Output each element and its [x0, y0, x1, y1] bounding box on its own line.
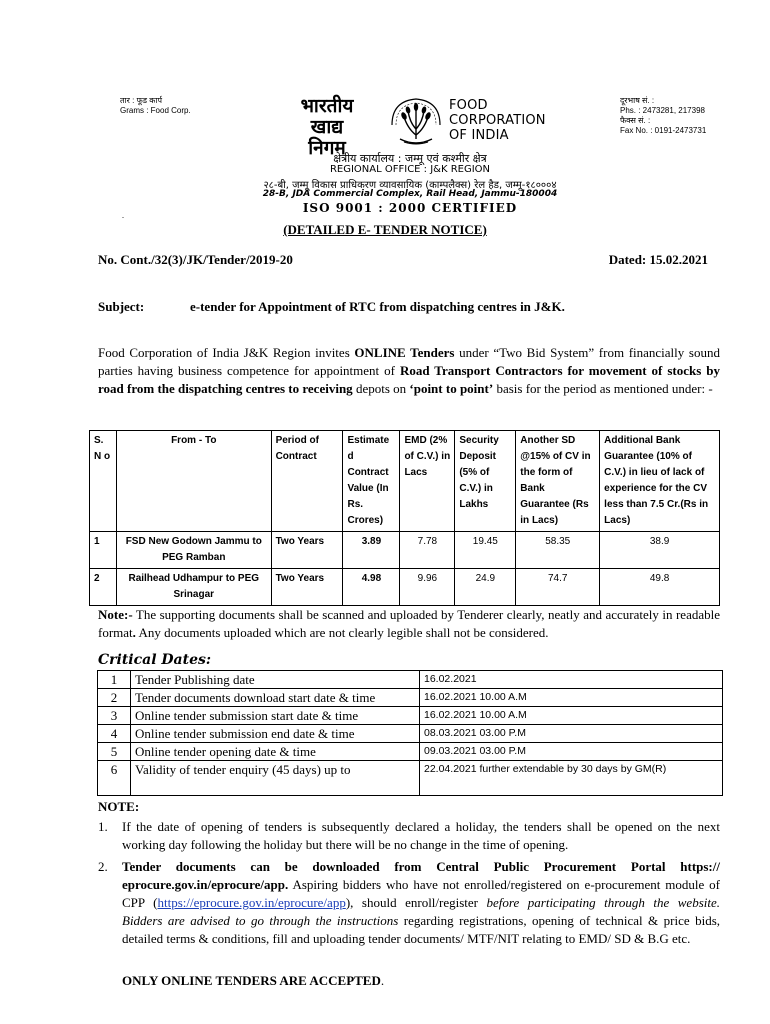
address-english: 28-B, JDA Commercial Complex, Rail Head, Jammu-180004 [262, 189, 558, 199]
header-cell: S. N o [90, 431, 117, 532]
table-cell: 5 [98, 743, 131, 761]
note-text: regarding registrations, opening of technical & price bids, detailed terms & conditions, fill and uploading tender documents/ MTF/NIT relating to EMD/ SD & B.G etc. [122, 913, 721, 946]
note-item-1 [98, 818, 720, 854]
notice-title: (DETAILED E- TENDER NOTICE) [283, 222, 487, 237]
intro-paragraph [98, 344, 720, 398]
table-cell: 74.7 [516, 569, 600, 606]
header-cell: From - To [116, 431, 271, 532]
critical-dates-heading: Critical Dates: [98, 652, 212, 668]
grams-hindi: तार : फूड कार्प [120, 96, 163, 105]
iso-certification: ISO 9001 : 2000 CERTIFIED [302, 201, 518, 215]
para-part: Food Corporation of India J&K Region invites [98, 345, 355, 360]
table-cell: 4 [98, 725, 131, 743]
reference-number: No. Cont./32(3)/JK/Tender/2019-20 [98, 252, 293, 267]
table-cell: Online tender opening date & time [131, 743, 420, 761]
table-cell: 9.96 [400, 569, 455, 606]
table-cell: 3 [98, 707, 131, 725]
table-cell: 08.03.2021 03.00 P.M [420, 725, 723, 743]
critical-dates-table [97, 670, 723, 796]
para-online-tenders: ONLINE Tenders [354, 345, 455, 360]
note-label: Note:- [98, 607, 133, 622]
header-cell: Estimate d Contract Value (In Rs. Crores) [343, 431, 400, 532]
final-dot: . [380, 973, 385, 988]
note-text: ), should enroll/register [345, 895, 487, 910]
header-cell: Additional Bank Guarantee (10% of C.V.) in lieu of lack of experience for the CV less than 7.5 Cr.(Rs in Lacs) [600, 431, 720, 532]
eng-name-line-1: FOOD [449, 98, 488, 113]
phone-english: Phs. : 2473281, 217398 [620, 106, 705, 115]
notice-title-row [0, 222, 770, 238]
table-cell: 3.89 [343, 532, 400, 569]
table-cell: Online tender submission end date & time [131, 725, 420, 743]
note-item-number: 2. [98, 859, 108, 874]
table-cell: FSD New Godown Jammu to PEG Ramban [116, 532, 271, 569]
eng-name-line-2: CORPORATION [449, 113, 546, 128]
table-cell: 16.02.2021 [420, 671, 723, 689]
contract-table [89, 430, 720, 606]
note-text: Any documents uploaded which are not clearly legible shall not be considered. [135, 625, 549, 640]
table-cell: Two Years [271, 532, 343, 569]
supporting-documents-note [98, 606, 720, 642]
letterhead-contact [620, 96, 706, 136]
table-cell: 38.9 [600, 532, 720, 569]
hindi-name-line-3: निगम [308, 137, 346, 159]
table-row [98, 689, 723, 707]
notice-date: Dated: 15.02.2021 [608, 252, 708, 267]
table-cell: Validity of tender enquiry (45 days) up to [131, 761, 420, 796]
header-cell: Period of Contract [271, 431, 343, 532]
office-english: REGIONAL OFFICE : J&K REGION [329, 164, 491, 175]
table-cell: 4.98 [343, 569, 400, 606]
note-text: Aspiring bidders who have not enrolled/registered on e-procurement module of CPP ( [122, 877, 720, 910]
grams-english: Grams : Food Corp. [120, 106, 191, 115]
contract-table-header [90, 431, 720, 532]
note-text: . [132, 625, 136, 640]
english-org-name [449, 98, 546, 143]
note-italic-text: before participating through the website. Bidders are advised to go through the instructions [122, 895, 721, 928]
fax-hindi: फैक्स सं. : [620, 116, 651, 125]
table-cell: 1 [98, 671, 131, 689]
table-cell: 19.45 [455, 532, 516, 569]
phone-hindi: दूरभाष सं. : [620, 96, 655, 105]
table-row [98, 671, 723, 689]
subject-label: Subject: [98, 299, 145, 314]
online-only-statement [122, 973, 384, 989]
header-cell: EMD (2% of C.V.) in Lacs [400, 431, 455, 532]
table-cell: 1 [90, 532, 117, 569]
table-cell: 2 [90, 569, 117, 606]
table-cell: 6 [98, 761, 131, 796]
fci-logo-icon [386, 95, 446, 147]
table-cell: 49.8 [600, 569, 720, 606]
hindi-org-name [272, 96, 382, 159]
eng-name-line-3: OF INDIA [449, 128, 509, 143]
note-item-2 [98, 858, 720, 948]
eprocure-link[interactable]: https://eprocure.gov.in/eprocure/app [157, 895, 346, 910]
subject-text: e-tender for Appointment of RTC from dispatching centres in J&K. [190, 299, 565, 314]
hindi-name-line-1: भारतीय [300, 95, 354, 117]
table-cell: 58.35 [516, 532, 600, 569]
table-row [98, 743, 723, 761]
table-row [98, 761, 723, 796]
table-cell: 22.04.2021 further extendable by 30 days by GM(R) [420, 761, 723, 796]
table-cell: Railhead Udhampur to PEG Srinagar [116, 569, 271, 606]
address-hindi: २८-बी, जम्मू विकास प्राधिकरण व्यावसायिक (काम्पलैक्स) रेल हैड, जम्मू-१८०००४ [263, 180, 557, 191]
table-cell: 16.02.2021 10.00 A.M [420, 689, 723, 707]
table-cell: 16.02.2021 10.00 A.M [420, 707, 723, 725]
table-cell: 24.9 [455, 569, 516, 606]
header-cell: Another SD @15% of CV in the form of Bank Guarantee (Rs in Lacs) [516, 431, 600, 532]
table-cell: Two Years [271, 569, 343, 606]
table-cell: Tender Publishing date [131, 671, 420, 689]
para-part: basis for the period as mentioned under: - [493, 381, 713, 396]
table-cell: 09.03.2021 03.00 P.M [420, 743, 723, 761]
note-item-body [122, 858, 720, 948]
office-hindi: क्षेत्रीय कार्यालय : जम्मू एवं कश्मीर क्षेत्र [333, 152, 487, 165]
note-text: The supporting documents shall be scanned and uploaded by Tenderer clearly, neatly and accurately in readable format [98, 607, 720, 640]
para-point-to-point: ‘point to point’ [409, 381, 494, 396]
table-row [98, 707, 723, 725]
table-row [98, 725, 723, 743]
para-part: under “Two Bid System” from financially sound parties having business competence for appointment of [98, 345, 720, 378]
header-cell: Security Deposit (5% of C.V.) in Lakhs [455, 431, 516, 532]
hindi-name-line-2: खाद्य [310, 116, 344, 138]
final-text: ONLY ONLINE TENDERS ARE ACCEPTED [122, 973, 381, 988]
para-rtc: Road Transport Contractors for movement of stocks by road from the dispatching centres to receiving [98, 363, 720, 396]
cppp-portal-text: Tender documents can be downloaded from Central Public Procurement Portal https:// eprocure.gov.in/eprocure/app. [122, 859, 720, 892]
note-item-number: 1. [98, 819, 108, 834]
stray-dot: . [122, 211, 124, 220]
table-cell: 7.78 [400, 532, 455, 569]
notes-heading: NOTE: [98, 799, 140, 814]
table-row [90, 569, 720, 606]
table-cell: Tender documents download start date & time [131, 689, 420, 707]
table-row [90, 532, 720, 569]
para-part: depots on [352, 381, 410, 396]
table-cell: 2 [98, 689, 131, 707]
note-item-text: If the date of opening of tenders is subsequently declared a holiday, the tenders shall be opened on the next working day following the holiday but there will be no change in the time of opening. [122, 819, 720, 852]
fax-english: Fax No. : 0191-2473731 [620, 126, 707, 135]
table-cell: Online tender submission start date & time [131, 707, 420, 725]
letterhead-grams [120, 96, 191, 116]
